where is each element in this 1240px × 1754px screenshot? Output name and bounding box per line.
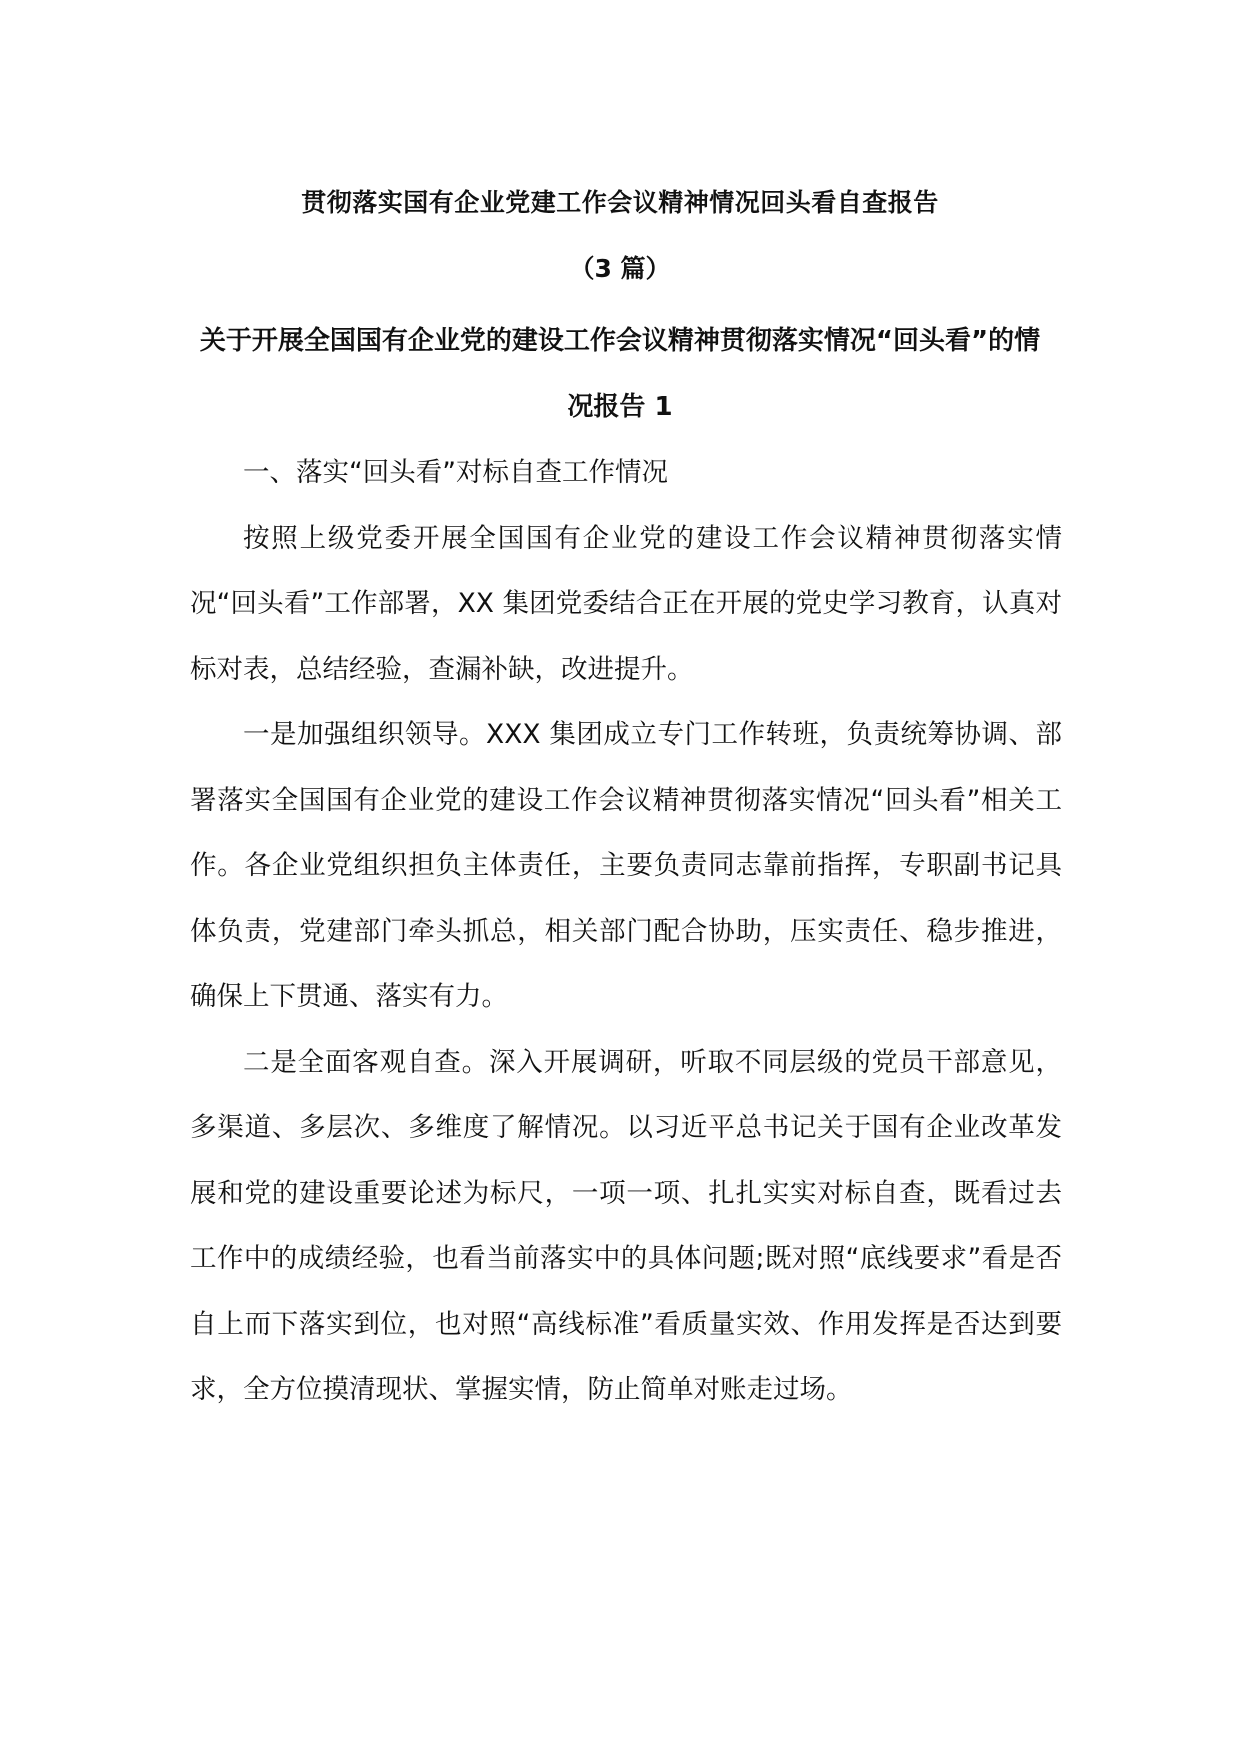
paragraph: 二是全面客观自查。深入开展调研，听取不同层级的党员干部意见，多渠道、多层次、多维度了解情况。以习近平总书记关于国有企业改革发展和党的建设重要论述为标尺，一项一项、扎扎实实对标自查，既看过去工作中的成绩经验，也看当前落实中的具体问题;既对照“底线要求”看是否自上而下落实到位，也对照“高线标准”看质量实效、作用发挥是否达到要求，全方位摸清现状、掌握实情，防止简单对账走过场。 — [190, 1046, 1062, 1405]
article-title: 关于开展全国国有企业党的建设工作会议精神贯彻落实情况“回头看”的情况报告 1 — [199, 326, 1041, 422]
section-heading: 一、落实“回头看”对标自查工作情况 — [243, 457, 668, 488]
paragraph: 按照上级党委开展全国国有企业党的建设工作会议精神贯彻落实情况“回头看”工作部署，XX 集团党委结合正在开展的党史学习教育，认真对标对表，总结经验，查漏补缺，改进提升。 — [190, 522, 1062, 685]
document-title: 贯彻落实国有企业党建工作会议精神情况回头看自查报告 — [301, 188, 939, 217]
document-subtitle: （3 篇） — [569, 254, 671, 283]
paragraph: 一是加强组织领导。XXX 集团成立专门工作转班，负责统筹协调、部署落实全国国有企业党的建设工作会议精神贯彻落实情况“回头看”相关工作。各企业党组织担负主体责任，主要负责同志靠前指挥，专职副书记具体负责，党建部门牵头抓总，相关部门配合协助，压实责任、稳步推进，确保上下贯通、落实有力。 — [190, 719, 1062, 1012]
document-body — [190, 440, 1062, 1423]
